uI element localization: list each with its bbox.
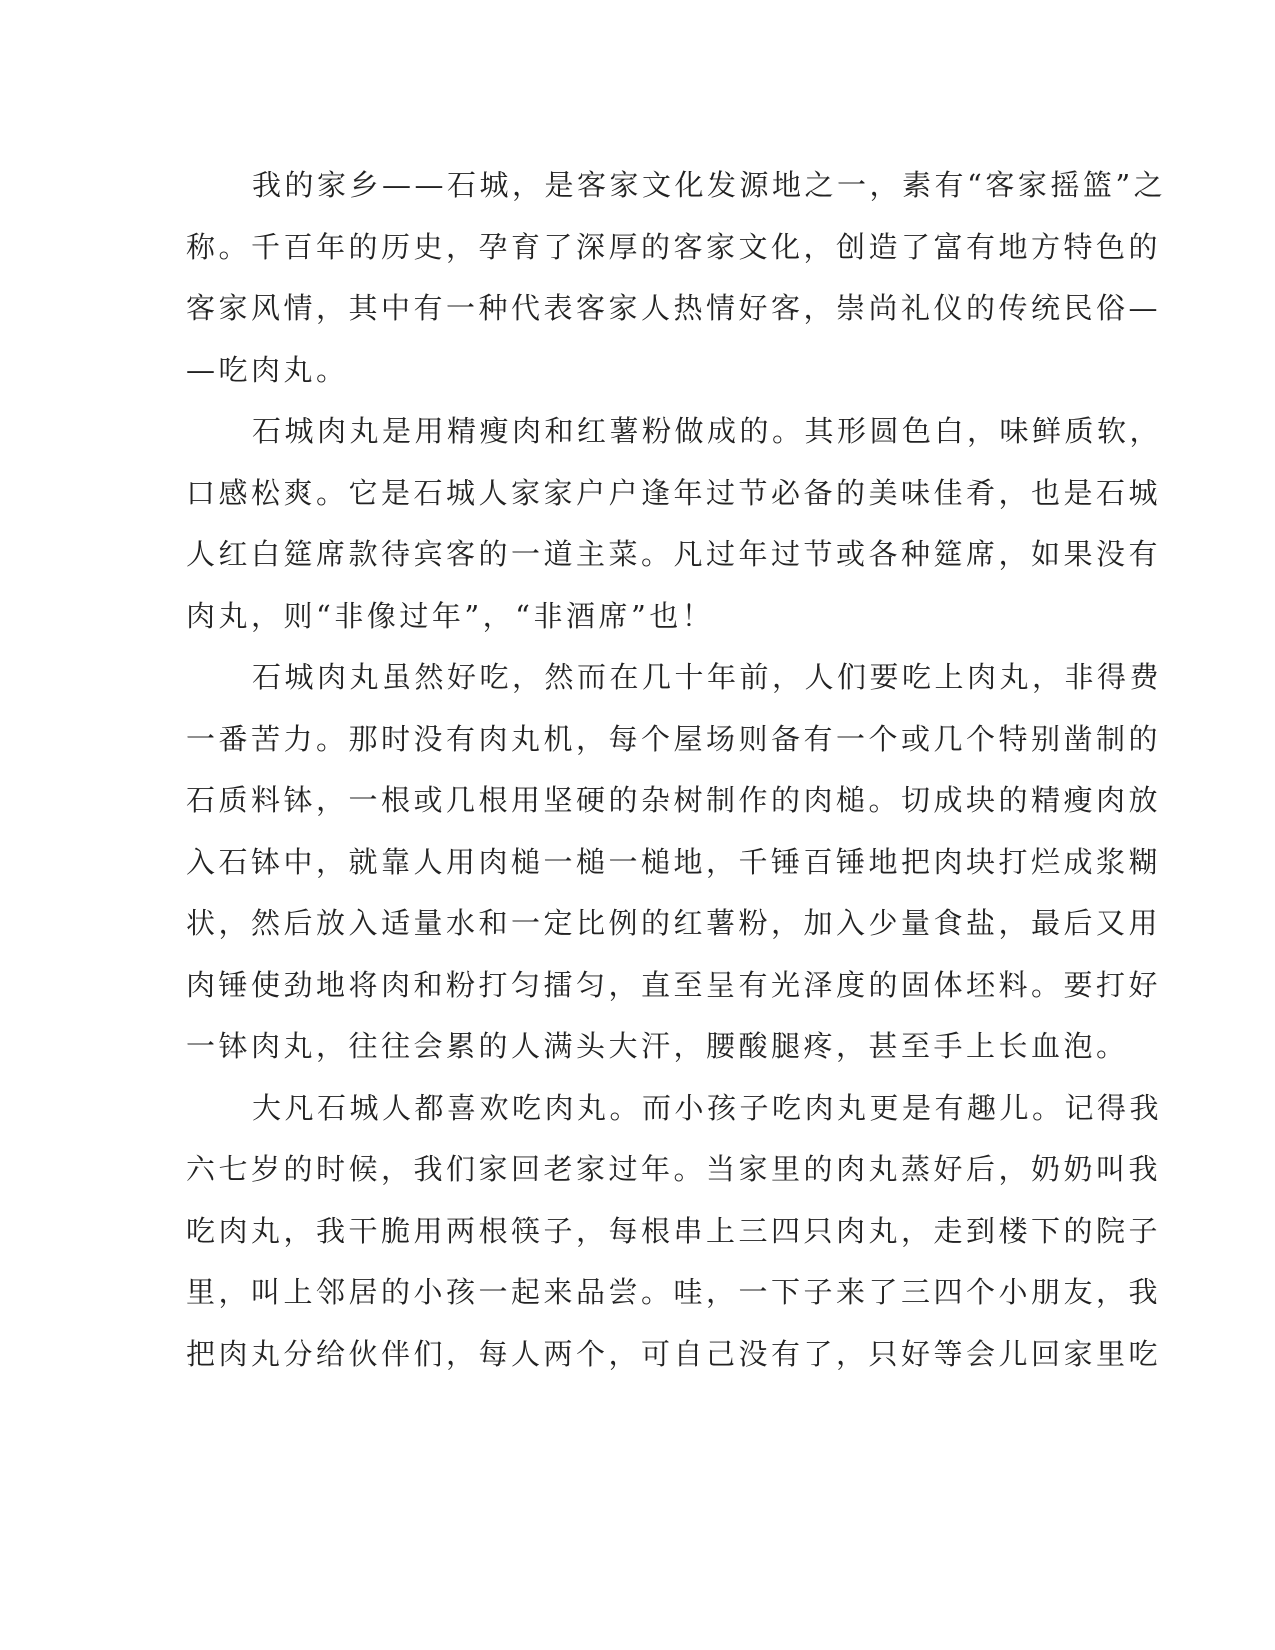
text-line: 吃肉丸，我干脆用两根筷子，每根串上三四只肉丸，走到楼下的院子 <box>186 1213 1162 1248</box>
document-body <box>186 155 1167 1385</box>
text-line: 称。千百年的历史，孕育了深厚的客家文化，创造了富有地方特色的 <box>186 229 1162 264</box>
text-line: 人红白筵席款待宾客的一道主菜。凡过年过节或各种筵席，如果没有 <box>186 537 1162 571</box>
text-line: 大凡石城人都喜欢吃肉丸。而小孩子吃肉丸更是有趣儿。记得我 <box>252 1090 1163 1125</box>
text-line: 我的家乡——石城，是客家文化发源地之一，素有“客家摇篮”之 <box>252 168 1167 202</box>
paragraph <box>186 1078 1163 1386</box>
text-line: 肉锤使劲地将肉和粉打匀擂匀，直至呈有光泽度的固体坯料。要打好 <box>186 967 1162 1002</box>
text-line: 里，叫上邻居的小孩一起来品尝。哇，一下子来了三四个小朋友，我 <box>186 1275 1162 1309</box>
text-line: 客家风情，其中有一种代表客家人热情好客，崇尚礼仪的传统民俗— <box>186 291 1162 325</box>
paragraph <box>186 647 1163 1078</box>
paragraph <box>186 401 1163 647</box>
text-line: 石城肉丸虽然好吃，然而在几十年前，人们要吃上肉丸，非得费 <box>252 660 1163 694</box>
text-line: 六七岁的时候，我们家回老家过年。当家里的肉丸蒸好后，奶奶叫我 <box>186 1152 1162 1186</box>
text-line: 把肉丸分给伙伴们，每人两个，可自己没有了，只好等会儿回家里吃 <box>186 1336 1162 1371</box>
text-line: —吃肉丸。 <box>186 352 349 387</box>
text-line: 肉丸，则“非像过年”，“非酒席”也！ <box>186 598 715 633</box>
paragraph <box>186 155 1167 401</box>
text-line: 入石钵中，就靠人用肉槌一槌一槌地，千锤百锤地把肉块打烂成浆糊 <box>186 844 1162 879</box>
text-line: 石城肉丸是用精瘦肉和红薯粉做成的。其形圆色白，味鲜质软， <box>252 414 1163 448</box>
text-line: 一番苦力。那时没有肉丸机，每个屋场则备有一个或几个特别凿制的 <box>186 721 1162 756</box>
text-line: 石质料钵，一根或几根用坚硬的杂树制作的肉槌。切成块的精瘦肉放 <box>186 783 1162 817</box>
text-line: 状，然后放入适量水和一定比例的红薯粉，加入少量食盐，最后又用 <box>186 906 1162 940</box>
text-line: 一钵肉丸，往往会累的人满头大汗，腰酸腿疼，甚至手上长血泡。 <box>186 1029 1129 1063</box>
text-line: 口感松爽。它是石城人家家户户逢年过节必备的美味佳肴，也是石城 <box>186 475 1162 510</box>
